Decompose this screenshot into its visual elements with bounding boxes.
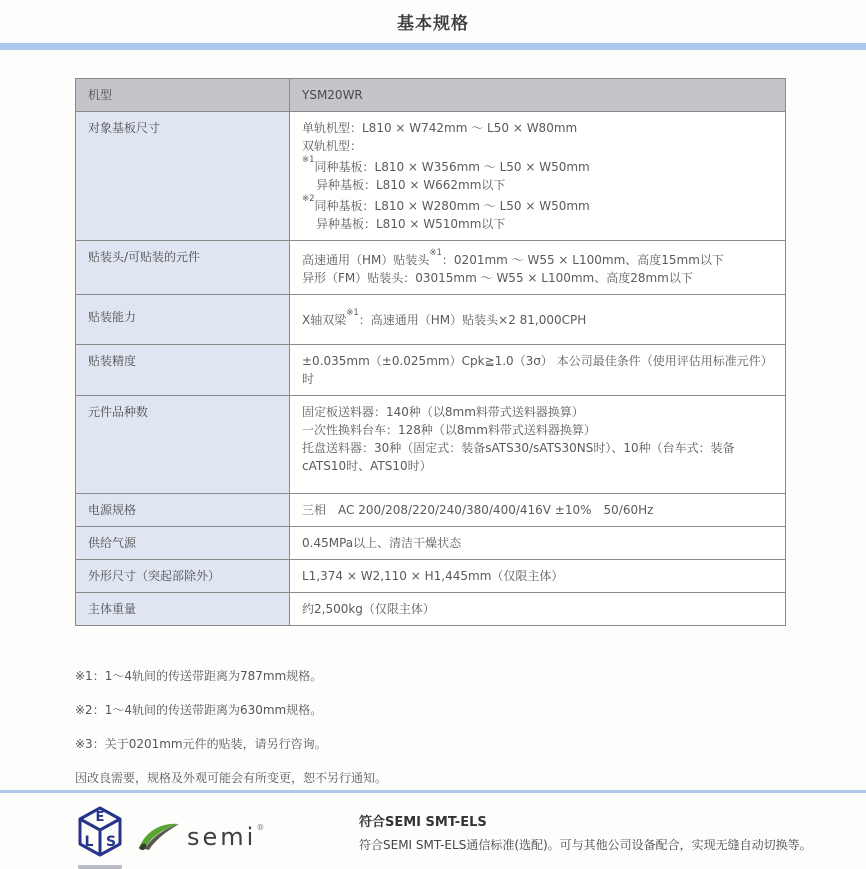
spec-row xyxy=(76,527,786,560)
spec-value-line: 固定板送料器：140种（以8mm料带式送料器换算） xyxy=(302,405,584,419)
spec-row-label: 供给气源 xyxy=(76,527,290,560)
spec-value-line: 三相 AC 200/208/220/240/380/400/416V ±10% 50/60Hz xyxy=(302,503,654,517)
spec-row-label: 外形尺寸（突起部除外） xyxy=(76,560,290,593)
footnote: ※2：1～4轨间的传送带距离为630mm规格。 xyxy=(75,703,323,717)
spec-row-value xyxy=(290,241,786,295)
spec-row-label: 电源规格 xyxy=(76,494,290,527)
spec-value-line: 0.45MPa以上、清洁干燥状态 xyxy=(302,536,462,550)
spec-row xyxy=(76,560,786,593)
spec-value-line: 高速通用（HM）贴装头$^{※1}$：0201mm ～ W55 × L100mm、高度15mm以下 xyxy=(302,248,724,267)
spec-row-label: 贴装精度 xyxy=(76,345,290,396)
svg-text:S: S xyxy=(105,834,117,850)
spec-row xyxy=(76,79,786,112)
spec-row-label: 元件品种数 xyxy=(76,396,290,494)
page-header xyxy=(0,0,866,34)
disclaimer-text: 因改良需要，规格及外观可能会有所变更，恕不另行通知。 xyxy=(75,771,388,785)
spec-table-body xyxy=(76,79,786,626)
spec-value-line: X轴双梁$^{※1}$：高速通用（HM）贴装头×2 81,000CPH xyxy=(302,308,587,327)
spec-value-line: 约2,500kg（仅限主体） xyxy=(302,602,435,616)
els-cube-icon xyxy=(76,805,124,863)
spec-row-value xyxy=(290,593,786,626)
footnote: ※1：1～4轨间的传送带距离为787mm规格。 xyxy=(75,669,323,683)
spec-row-value xyxy=(290,494,786,527)
spec-value-line: 异形（FM）贴装头：03015mm ～ W55 × L100mm、高度28mm以下 xyxy=(302,271,693,285)
spec-value-line: 一次性换料台车：128种（以8mm料带式送料器换算） xyxy=(302,423,596,437)
spec-value-line: YSM20WR xyxy=(302,88,363,102)
spec-value-line: $^{※2}$同种基板：L810 × W280mm ～ L50 × W50mm xyxy=(302,194,590,213)
spec-row xyxy=(76,112,786,241)
semi-text-block xyxy=(359,811,812,853)
spec-row-value xyxy=(290,560,786,593)
footnote: ※3：关于0201mm元件的贴装，请另行咨询。 xyxy=(75,737,327,751)
els-logo xyxy=(75,805,125,869)
spec-value-line: 异种基板：L810 × W510mm以下 xyxy=(316,217,506,231)
spec-value-line: 单轨机型：L810 × W742mm ～ L50 × W80mm xyxy=(302,121,578,135)
spec-value-line: 异种基板：L810 × W662mm以下 xyxy=(316,178,506,192)
spec-row-value xyxy=(290,527,786,560)
footnotes xyxy=(75,670,866,750)
semi-wordmark: semi® xyxy=(187,823,268,851)
spec-table xyxy=(75,78,786,626)
svg-text:L: L xyxy=(84,834,94,850)
spec-row-label: 机型 xyxy=(76,79,290,112)
spec-value-line: L1,374 × W2,110 × H1,445mm（仅限主体） xyxy=(302,569,564,583)
spec-row xyxy=(76,345,786,396)
spec-row xyxy=(76,494,786,527)
semi-compliance-section xyxy=(75,805,866,869)
spec-value-line: ±0.035mm（±0.025mm）Cpk≧1.0（3σ） 本公司最佳条件（使用评估用标准元件）时 xyxy=(302,354,773,386)
svg-text:E: E xyxy=(95,810,105,825)
els-logo-caption xyxy=(78,865,122,869)
spec-row-label: 贴装能力 xyxy=(76,295,290,345)
spec-row-label: 主体重量 xyxy=(76,593,290,626)
spec-row xyxy=(76,593,786,626)
spec-row-label: 贴装头/可贴装的元件 xyxy=(76,241,290,295)
content-area xyxy=(0,78,866,869)
semi-description: 符合SEMI SMT-ELS通信标准(选配)。可与其他公司设备配合，实现无缝自动切换等。 xyxy=(359,838,812,852)
semi-swoosh-icon xyxy=(137,818,181,856)
spec-row-value xyxy=(290,396,786,494)
accent-bar-top xyxy=(0,43,866,50)
semi-heading: 符合SEMI SMT-ELS xyxy=(359,815,487,830)
spec-row-value xyxy=(290,295,786,345)
spec-row xyxy=(76,295,786,345)
spec-row-value xyxy=(290,79,786,112)
spec-row xyxy=(76,396,786,494)
spec-value-line: 托盘送料器：30种（固定式：装备sATS30/sATS30NS时）、10种（台车式：装备cATS10时、ATS10时） xyxy=(302,441,735,473)
spec-row-value xyxy=(290,345,786,396)
spec-value-line: 双轨机型： xyxy=(302,139,363,153)
page-title: 基本规格 xyxy=(397,14,469,34)
spec-row-label: 对象基板尺寸 xyxy=(76,112,290,241)
spec-row-value xyxy=(290,112,786,241)
registered-mark: ® xyxy=(256,823,268,832)
spec-row xyxy=(76,241,786,295)
semi-logo xyxy=(137,818,287,856)
spec-value-line: $^{※1}$同种基板：L810 × W356mm ～ L50 × W50mm xyxy=(302,155,590,174)
